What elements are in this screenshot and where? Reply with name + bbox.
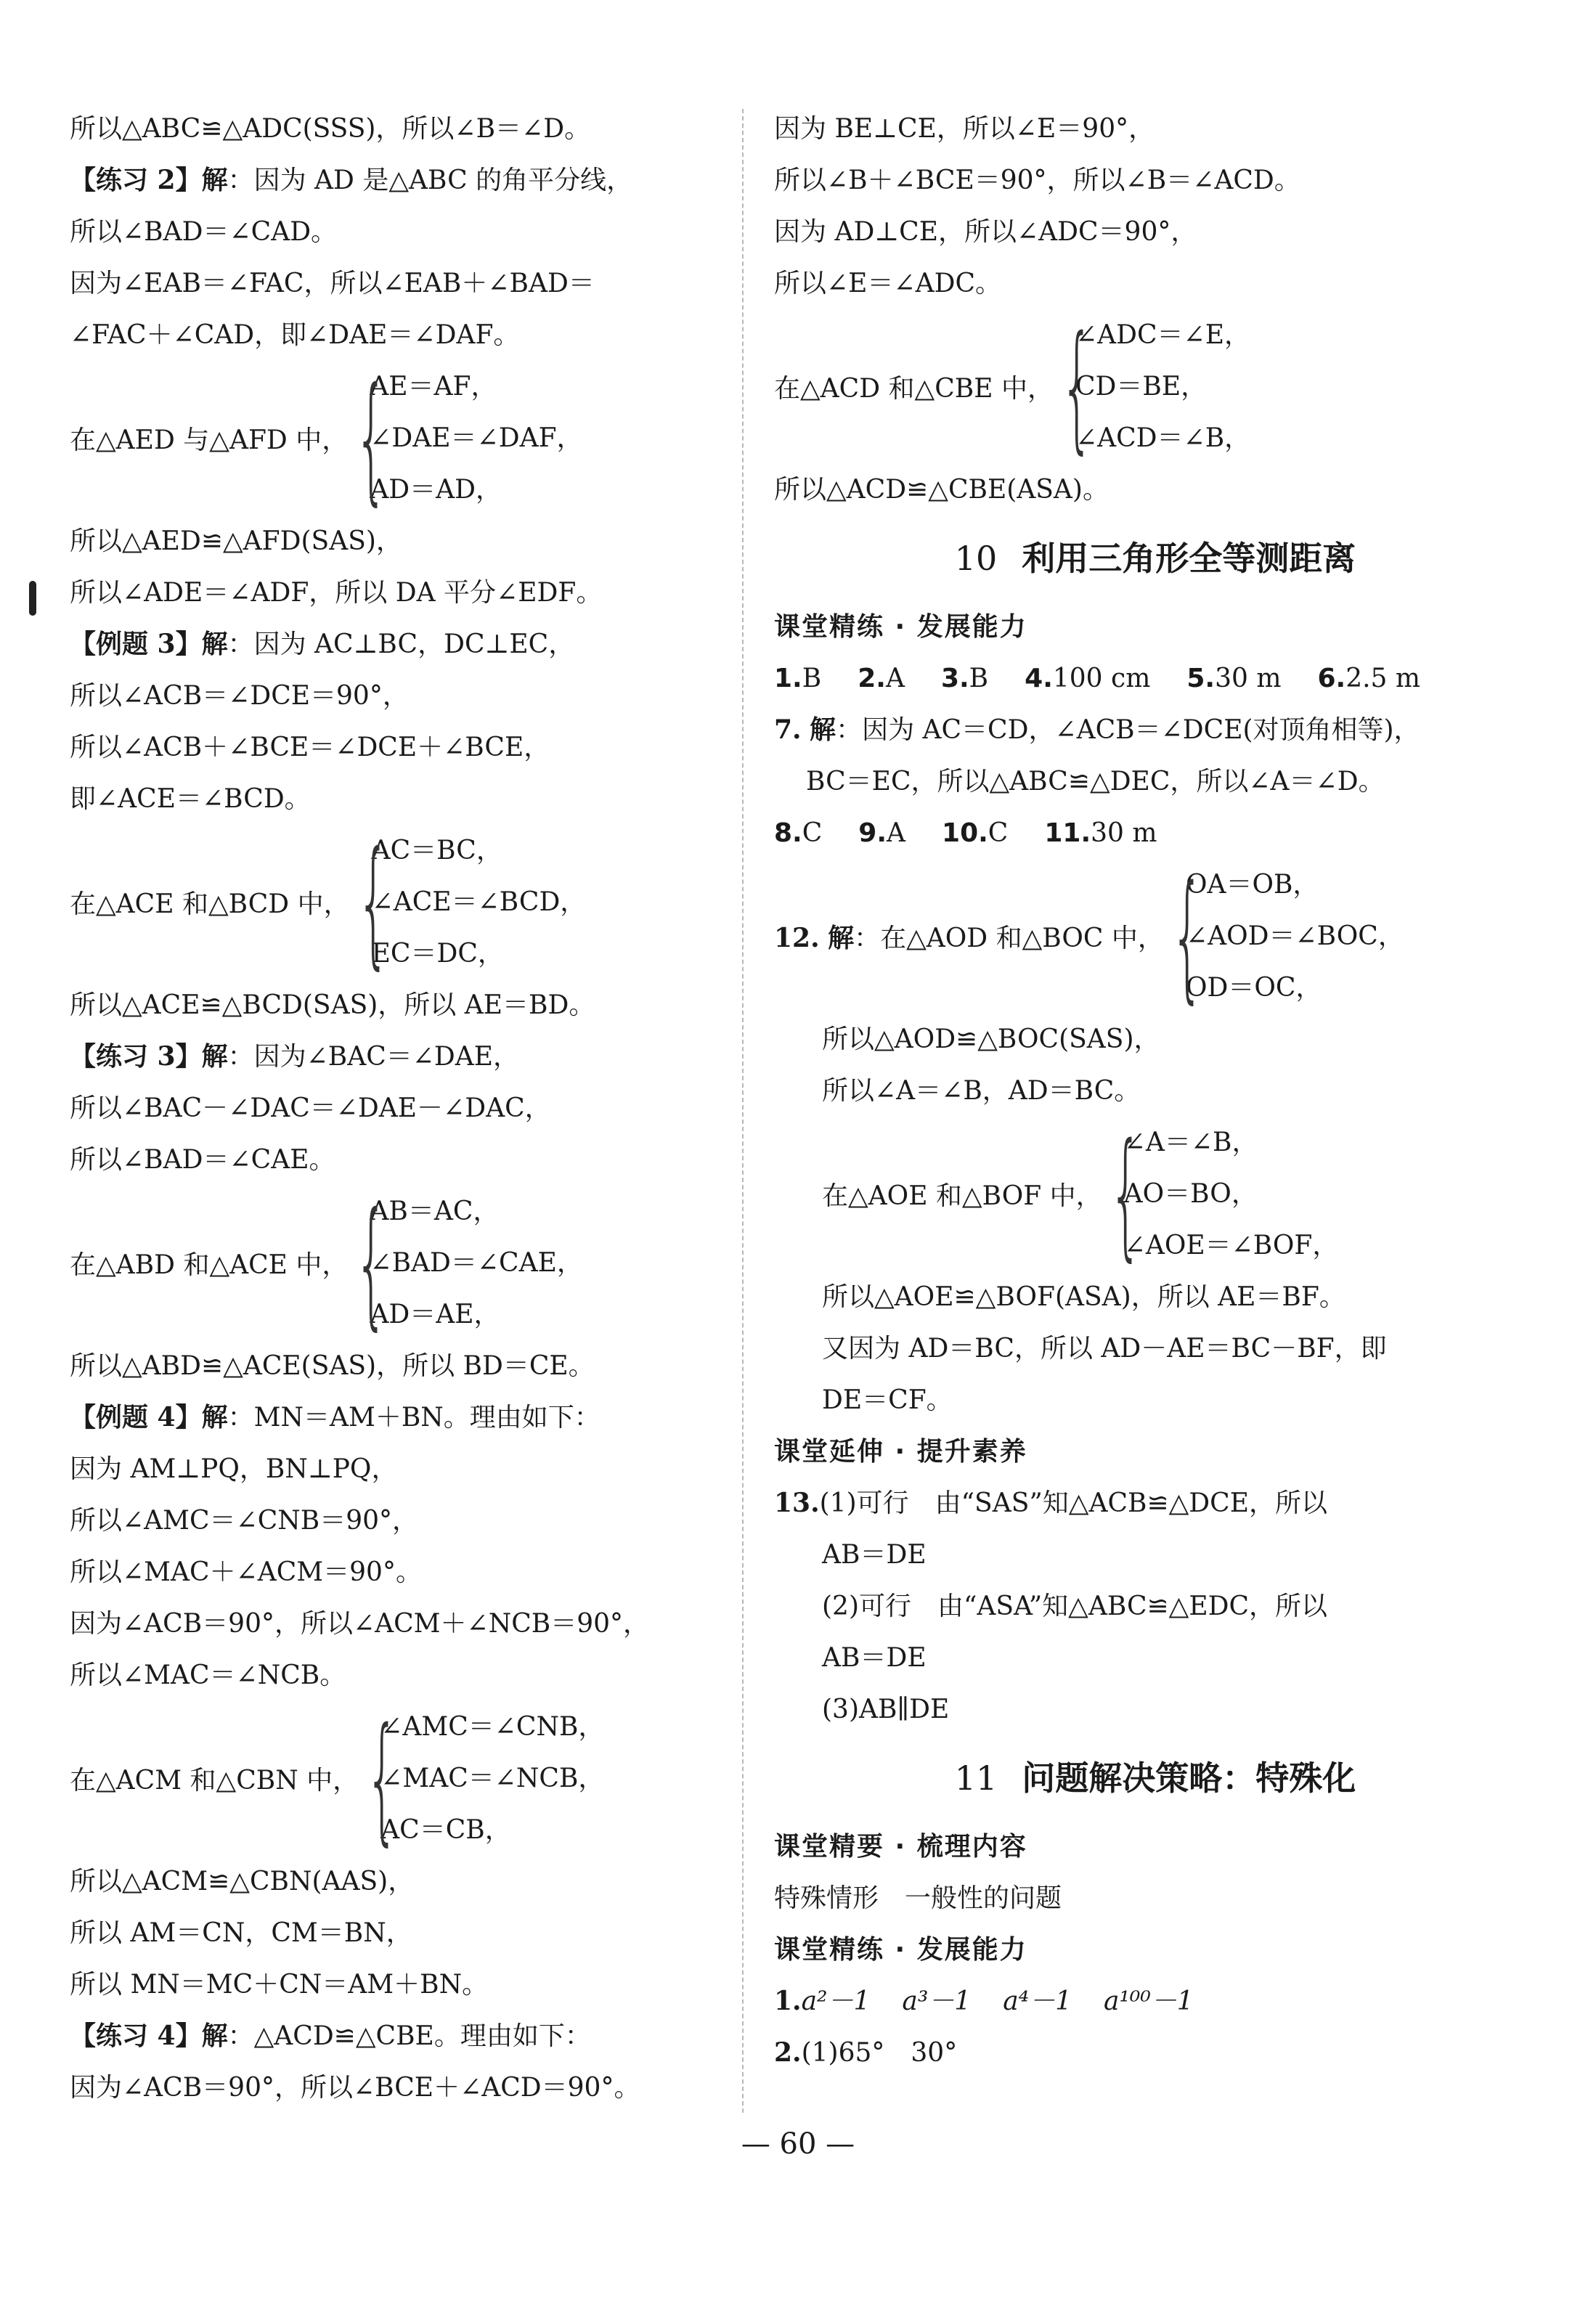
scan-mark	[29, 581, 36, 616]
text-line: 所以△AOE≌△BOF(ASA)，所以 AE＝BF。	[822, 1282, 1345, 1312]
answer-item: 8.C	[774, 818, 823, 848]
right-column	[774, 103, 1536, 2079]
exercise-line: 【练习 2】解：因为 AD 是△ABC 的角平分线，	[70, 165, 633, 195]
text-line: (3)AB∥DE	[822, 1695, 950, 1724]
text-line: DE＝CF。	[822, 1385, 953, 1415]
exercise-line: 【例题 3】解：因为 AC⊥BC，DC⊥EC，	[70, 629, 575, 659]
left-brace-icon: {	[354, 358, 388, 518]
text-line: 所以△AOD≌△BOC(SAS)，	[822, 1024, 1160, 1054]
text-line: 所以∠BAD＝∠CAE。	[70, 1145, 335, 1175]
question-1: 1.a²－1 a³－1 a⁴－1 a¹⁰⁰－1	[774, 1986, 1194, 2016]
question-2: 2.(1)65° 30°	[774, 2037, 958, 2068]
text-line: 所以∠E＝∠ADC。	[774, 269, 1002, 298]
text-line: 所以∠B＋∠BCE＝90°，所以∠B＝∠ACD。	[774, 166, 1300, 195]
question-7-line2: BC＝EC，所以△ABC≌△DEC，所以∠A＝∠D。	[806, 767, 1385, 796]
right-top-lines	[774, 103, 1536, 309]
text-line: 所以∠ADE＝∠ADF，所以 DA 平分∠EDF。	[70, 578, 603, 608]
answer-row-8-11	[774, 807, 1536, 859]
text-line: 因为 AM⊥PQ，BN⊥PQ，	[70, 1454, 398, 1484]
answer-item: 2.A	[858, 664, 905, 693]
answer-item: 11.30 m	[1044, 818, 1157, 848]
column-divider	[742, 109, 744, 2113]
page-number: — 60 —	[741, 2127, 855, 2161]
left-brace-icon: {	[1108, 1114, 1142, 1274]
text-line: 所以∠BAC－∠DAC＝∠DAE－∠DAC，	[70, 1093, 551, 1123]
text-line: 所以∠BAD＝∠CAD。	[70, 217, 338, 247]
text-line: 即∠ACE＝∠BCD。	[70, 784, 311, 814]
answer-row-1-6	[774, 653, 1536, 704]
text-line: 所以∠ACB＋∠BCE＝∠DCE＋∠BCE，	[70, 733, 550, 762]
section-title-11: 11 问题解决策略：特殊化	[954, 1758, 1356, 1798]
text-line: 所以△ABC≌△ADC(SSS)，所以∠B＝∠D。	[70, 114, 591, 144]
question-7: 7. 解：因为 AC＝CD，∠ACB＝∠DCE(对顶角相等)，	[774, 714, 1420, 745]
exercise-line: 【例题 4】解：MN＝AM＋BN。理由如下：	[70, 1402, 600, 1432]
subsection-heading: 课堂延伸 · 提升素养	[774, 1437, 1027, 1467]
equation-system-acd-cbe: 在△ACD 和△CBE 中， { ∠ADC＝∠E， CD＝BE， ∠ACD＝∠B，	[774, 306, 1251, 467]
answer-item: 6.2.5 m	[1317, 664, 1421, 693]
text-line: AB＝DE	[822, 1540, 927, 1570]
answer-item: a²－1	[801, 1986, 871, 2016]
text-line: 所以△ACM≌△CBN(AAS)，	[70, 1867, 415, 1896]
answer-item: a⁴－1	[1003, 1986, 1072, 2016]
text-line: 又因为 AD＝BC，所以 AD－AE＝BC－BF，即	[822, 1334, 1387, 1364]
text-line: 因为 AD⊥CE，所以∠ADC＝90°，	[774, 217, 1197, 247]
answer-item: 5.30 m	[1186, 664, 1282, 693]
equation-system: 在△ABD 和△ACE 中， { AB＝AC， ∠BAD＝∠CAE， AD＝AE，	[70, 1183, 583, 1343]
summary-line: 特殊情形 一般性的问题	[774, 1883, 1062, 1913]
equation-system: 在△AED 与△AFD 中， { AE＝AF， ∠DAE＝∠DAF， AD＝AD，	[70, 358, 583, 518]
text-line: 因为∠ACB＝90°，所以∠ACM＋∠NCB＝90°，	[70, 1609, 650, 1639]
text-line: 所以∠AMC＝∠CNB＝90°，	[70, 1506, 419, 1536]
text-line: AB＝DE	[822, 1643, 927, 1673]
text-line: (2)可行 由“ASA”知△ABC≌△EDC，所以	[822, 1591, 1328, 1621]
text-line: 所以△ABD≌△ACE(SAS)，所以 BD＝CE。	[70, 1351, 595, 1381]
left-brace-icon: {	[1170, 856, 1205, 1016]
answer-item: 1.B	[774, 664, 822, 693]
left-brace-icon: {	[356, 822, 390, 982]
exercise-line: 【练习 4】解：△ACD≌△CBE。理由如下：	[70, 2021, 591, 2051]
text-line: 所以∠A＝∠B，AD＝BC。	[822, 1076, 1141, 1106]
subsection-heading: 课堂精练 · 发展能力	[774, 1935, 1027, 1965]
question-12-system: 12. 解：在△AOD 和△BOC 中， { OA＝OB， ∠AOD＝∠BOC， OD＝OC，	[774, 856, 1404, 1016]
answer-item: 4.100 cm	[1025, 664, 1151, 693]
text-line: ∠FAC＋∠CAD，即∠DAE＝∠DAF。	[70, 320, 520, 350]
answer-item: a³－1	[902, 1986, 972, 2016]
question-13: 13.(1)可行 由“SAS”知△ACB≌△DCE，所以	[774, 1488, 1327, 1518]
text-line: 因为 BE⊥CE，所以∠E＝90°，	[774, 114, 1155, 144]
equation-system-aoe-bof: 在△AOE 和△BOF 中， { ∠A＝∠B， AO＝BO， ∠AOE＝∠BOF，	[822, 1114, 1339, 1274]
answer-item: a¹⁰⁰－1	[1104, 1986, 1194, 2016]
answer-item: 9.A	[858, 818, 906, 848]
exercise-line: 【练习 3】解：因为∠BAC＝∠DAE，	[70, 1041, 520, 1072]
equation-system: 在△ACE 和△BCD 中， { AC＝BC， ∠ACE＝∠BCD， EC＝DC，	[70, 822, 587, 982]
text-line: 所以 MN＝MC＋CN＝AM＋BN。	[70, 1970, 489, 2000]
text-line: 所以△AED≌△AFD(SAS)，	[70, 526, 402, 556]
left-brace-icon: {	[365, 1698, 399, 1859]
text-line: 所以△ACE≌△BCD(SAS)，所以 AE＝BD。	[70, 990, 595, 1020]
answer-item: 3.B	[940, 664, 989, 693]
left-brace-icon: {	[354, 1183, 388, 1343]
text-line: 所以△ACD≌△CBE(ASA)。	[774, 475, 1109, 505]
text-line: 所以∠MAC＝∠NCB。	[70, 1660, 346, 1690]
text-line: 所以 AM＝CN，CM＝BN，	[70, 1918, 412, 1948]
text-line: 所以∠ACB＝∠DCE＝90°，	[70, 681, 409, 711]
left-column	[70, 103, 745, 2114]
left-brace-icon: {	[1060, 306, 1094, 467]
text-line: 所以∠MAC＋∠ACM＝90°。	[70, 1557, 422, 1587]
text-line: 因为∠EAB＝∠FAC，所以∠EAB＋∠BAD＝	[70, 269, 595, 298]
text-line: 因为∠ACB＝90°，所以∠BCE＋∠ACD＝90°。	[70, 2073, 640, 2103]
subsection-heading: 课堂精要 · 梳理内容	[774, 1832, 1027, 1862]
equation-system: 在△ACM 和△CBN 中， { ∠AMC＝∠CNB， ∠MAC＝∠NCB， AC＝CB，	[70, 1698, 605, 1859]
subsection-heading: 课堂精练 · 发展能力	[774, 612, 1027, 642]
answer-item: 10.C	[942, 818, 1009, 848]
section-title-10: 10 利用三角形全等测距离	[954, 539, 1356, 578]
